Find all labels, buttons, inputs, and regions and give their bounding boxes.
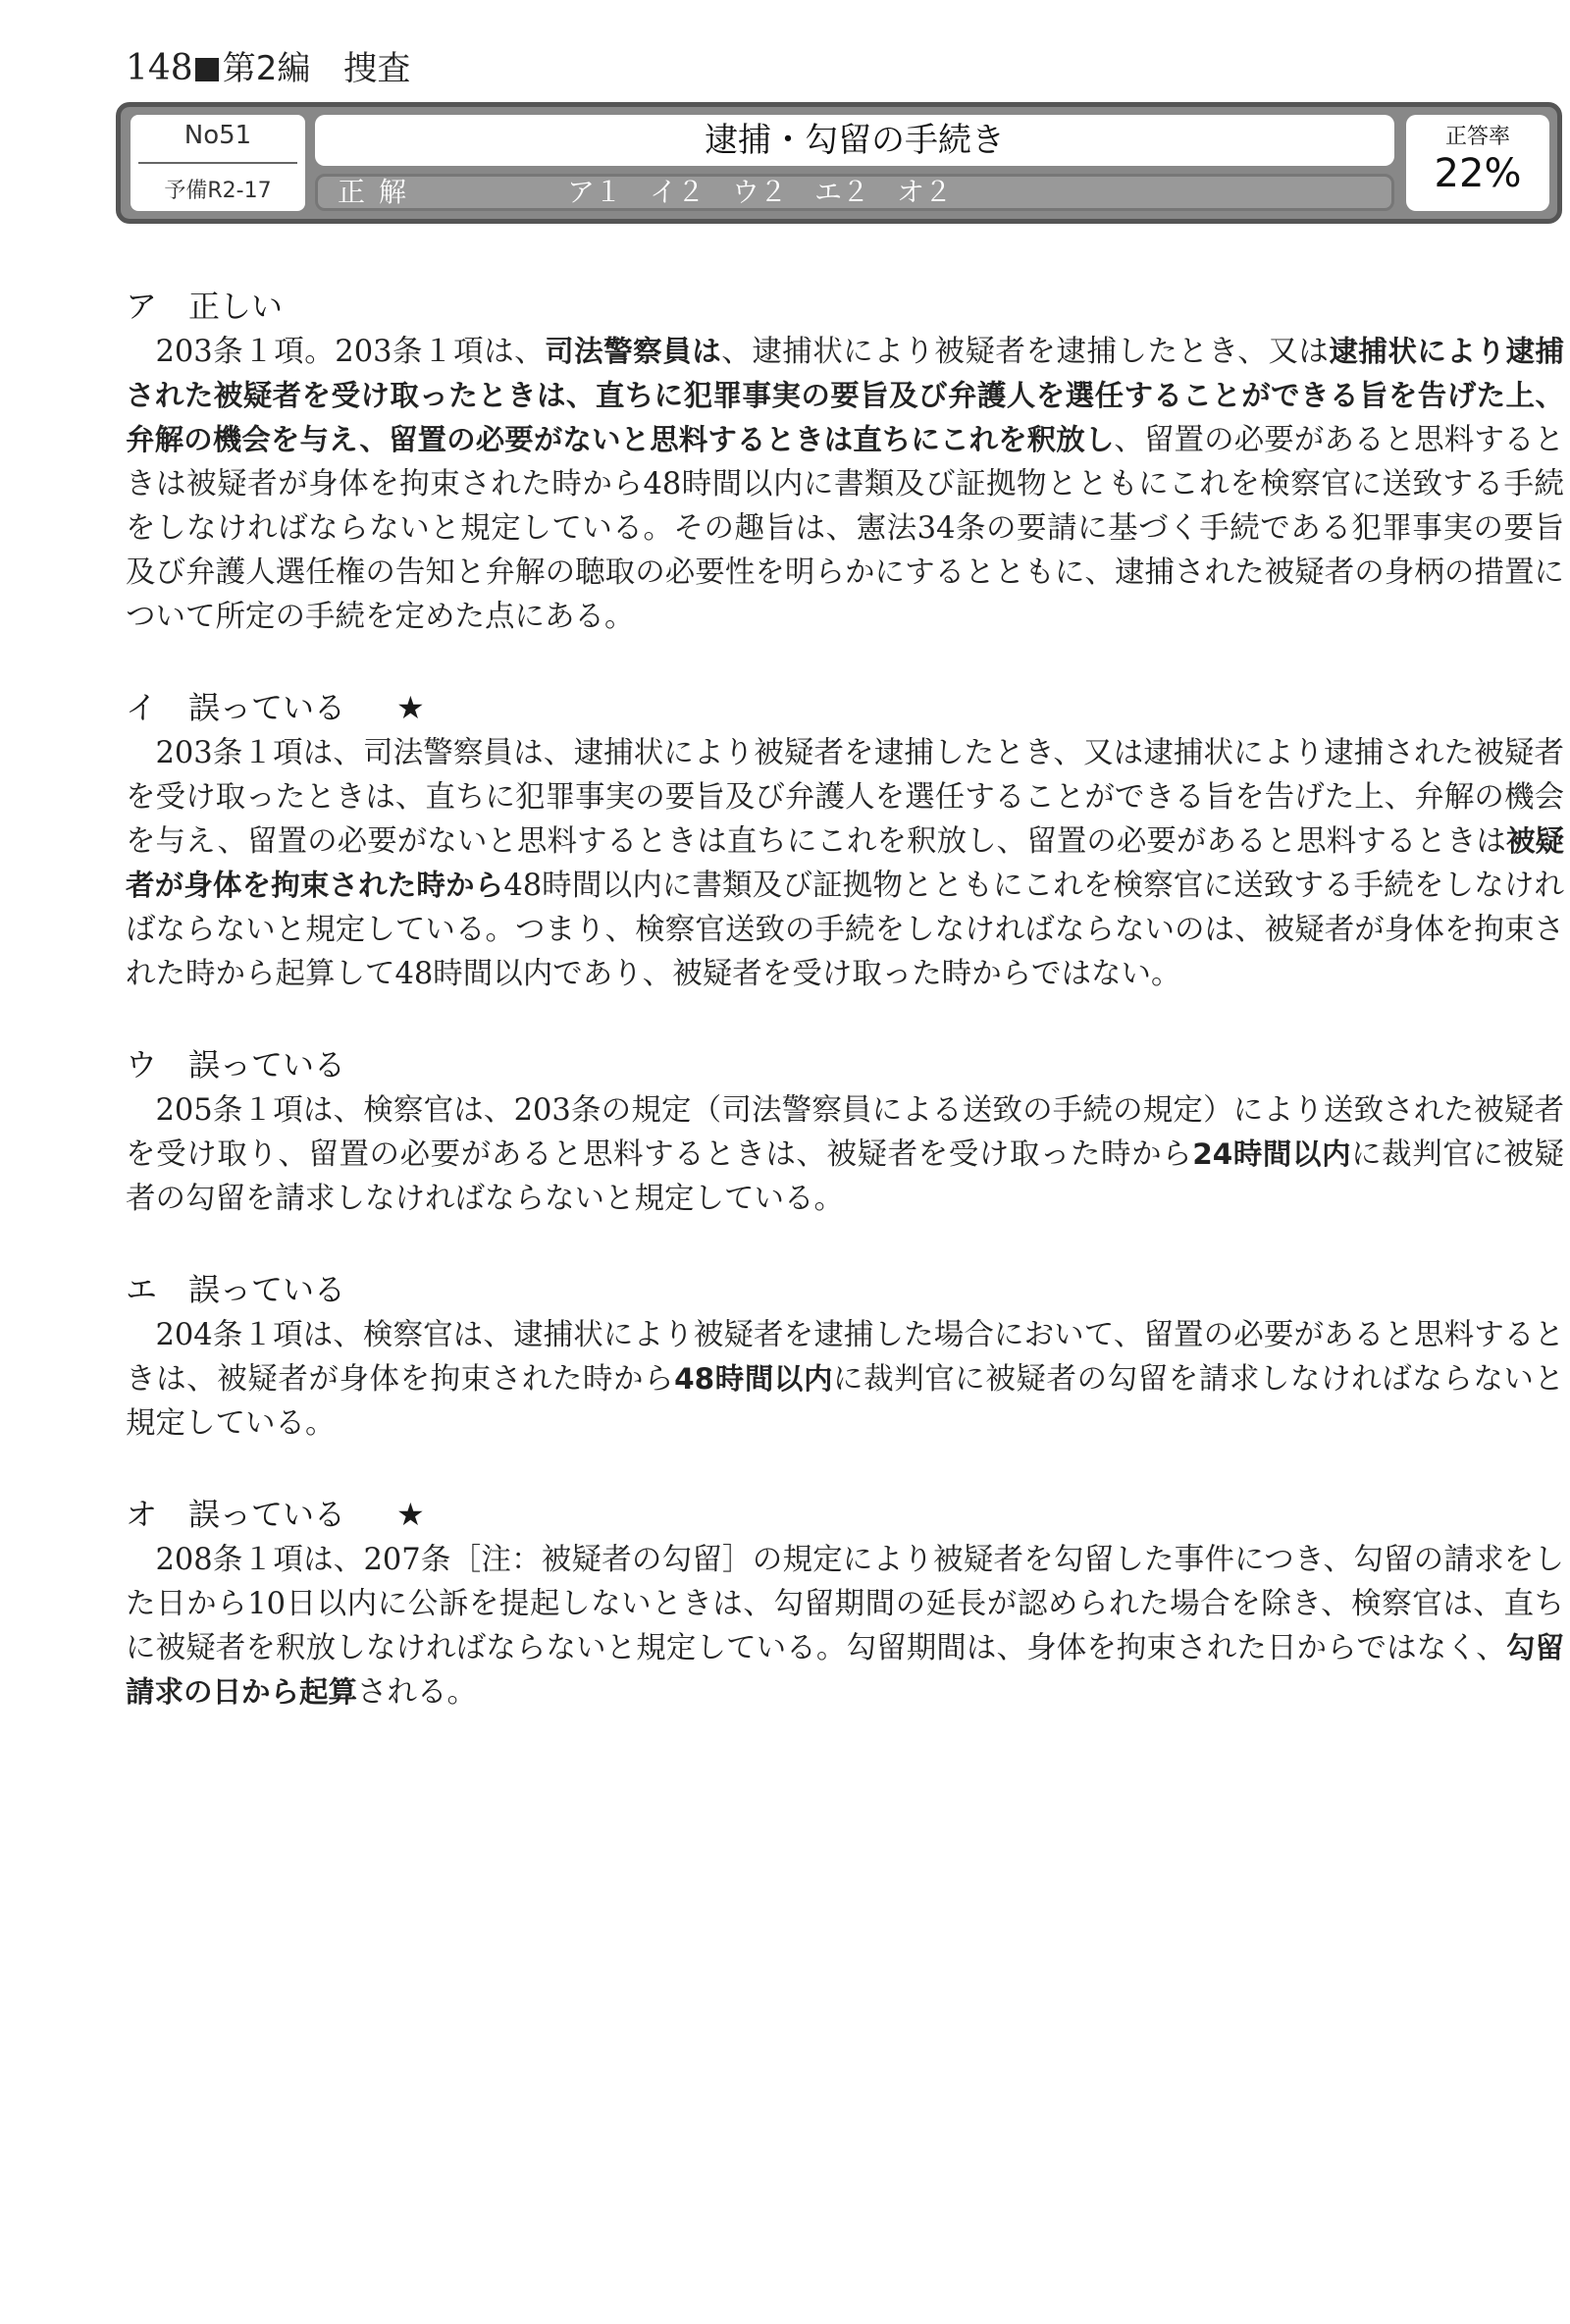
page-number: 148 <box>126 48 193 88</box>
correct-rate-value: 22% <box>1434 151 1522 196</box>
square-bullet-icon <box>195 58 219 81</box>
emphasized-text: 24時間以内 <box>1192 1137 1352 1171</box>
question-source: 予備R2-17 <box>164 179 272 203</box>
question-title: 逮捕・勾留の手続き <box>315 115 1394 166</box>
section-paragraph <box>126 330 1564 639</box>
emphasized-text: 被疑者が身体を拘束された時から <box>126 824 1564 902</box>
paragraph-text: 205条１項は、検察官は、203条の規定（司法警察員による送致の手続の規定）により送致された被疑者を受け取り、留置の必要があると思料するときは、被疑者を受け取った時から <box>126 1093 1564 1172</box>
part-title: 第2編 捜査 <box>222 49 411 88</box>
section-heading-text: ア 正しい <box>126 288 284 325</box>
section-heading-text: エ 誤っている <box>126 1271 346 1308</box>
correct-rate-label: 正答率 <box>1444 125 1510 149</box>
paragraph-text: に裁判官に被疑者の勾留を請求しなければならないと規定している。 <box>126 1137 1564 1216</box>
paragraph-text: される。 <box>357 1675 478 1710</box>
paragraph-text: 、留置の必要があると思料するときは被疑者が身体を拘束された時から48時間以内に書類及び証拠物とともにこれを検察官に送致する手続をしなければならないと規定している。その趣旨は、憲法34条の要請に基づく手続である犯罪事実の要旨及び弁護人選任権の告知と弁解の聴取の必要性を明らかにするとともに、逮捕された被疑者の身柄の措置について所定の手続を定めた点にある。 <box>126 423 1564 634</box>
paragraph-text: 204条１項は、検察官は、逮捕状により被疑者を逮捕した場合において、留置の必要があると思料するときは、被疑者が身体を拘束された時から <box>126 1318 1564 1397</box>
paragraph-text: 203条１項。203条１項は、 <box>155 335 546 369</box>
question-id-panel <box>131 115 305 211</box>
section-heading-text: イ 誤っている <box>126 689 346 726</box>
divider <box>138 162 297 164</box>
paragraph-text: 208条１項は、207条［注：被疑者の勾留］の規定により被疑者を勾留した事件につき、勾留の請求をした日から10日以内に公訴を提起しないときは、勾留期間の延長が認められた場合を除き、検察官は、直ちに被疑者を釈放しなければならないと規定している。勾留期間は、身体を拘束された日からではなく、 <box>126 1543 1564 1665</box>
question-number: No51 <box>183 121 252 150</box>
section-heading <box>126 686 1564 729</box>
section-heading <box>126 1268 1564 1311</box>
paragraph-text: 、逮捕状により被疑者を逮捕したとき、又は <box>721 335 1330 369</box>
section-paragraph <box>126 1313 1564 1446</box>
answer-bar <box>315 174 1394 211</box>
section-paragraph <box>126 731 1564 996</box>
star-icon: ★ <box>396 1496 425 1533</box>
explanation-body <box>126 285 1564 1762</box>
paragraph-text: 203条１項は、司法警察員は、逮捕状により被疑者を逮捕したとき、又は逮捕状により逮捕された被疑者を受け取ったときは、直ちに犯罪事実の要旨及び弁護人を選任することができる旨を告げた上、弁解の機会を与え、留置の必要がないと思料するときは直ちにこれを釈放し、留置の必要があると思料するときは <box>126 736 1564 859</box>
emphasized-text: 48時間以内 <box>674 1362 834 1396</box>
section-heading <box>126 285 1564 328</box>
section-heading-text: ウ 誤っている <box>126 1046 346 1083</box>
explanation-section <box>126 686 1564 996</box>
explanation-section <box>126 1043 1564 1221</box>
section-paragraph <box>126 1088 1564 1221</box>
paragraph-text: 48時間以内に書類及び証拠物とともにこれを検察官に送致する手続をしなければならないと規定している。つまり、検察官送致の手続をしなければならないのは、被疑者が身体を拘束された時から起算して48時間以内であり、被疑者を受け取った時からではない。 <box>126 869 1564 991</box>
section-heading <box>126 1493 1564 1536</box>
question-header-box <box>116 102 1562 224</box>
answer-value: ア１ イ２ ウ２ エ２ オ２ <box>567 176 953 208</box>
section-heading-text: オ 誤っている <box>126 1496 346 1533</box>
explanation-section <box>126 1493 1564 1715</box>
explanation-section <box>126 1268 1564 1446</box>
emphasized-text: 司法警察員は <box>545 335 722 368</box>
section-paragraph <box>126 1538 1564 1715</box>
section-heading <box>126 1043 1564 1086</box>
star-icon: ★ <box>396 689 425 726</box>
paragraph-text: に裁判官に被疑者の勾留を請求しなければならないと規定している。 <box>126 1362 1564 1441</box>
running-header <box>126 49 410 88</box>
answer-label: 正解 <box>338 176 421 208</box>
emphasized-text: 勾留請求の日から起算 <box>126 1631 1564 1709</box>
correct-rate-panel <box>1406 115 1549 211</box>
explanation-section <box>126 285 1564 639</box>
emphasized-text: 逮捕状により逮捕された被疑者を受け取ったときは、直ちに犯罪事実の要旨及び弁護人を選任することができる旨を告げた上、弁解の機会を与え、留置の必要がないと思料するときは直ちにこれを釈放し <box>126 335 1564 456</box>
